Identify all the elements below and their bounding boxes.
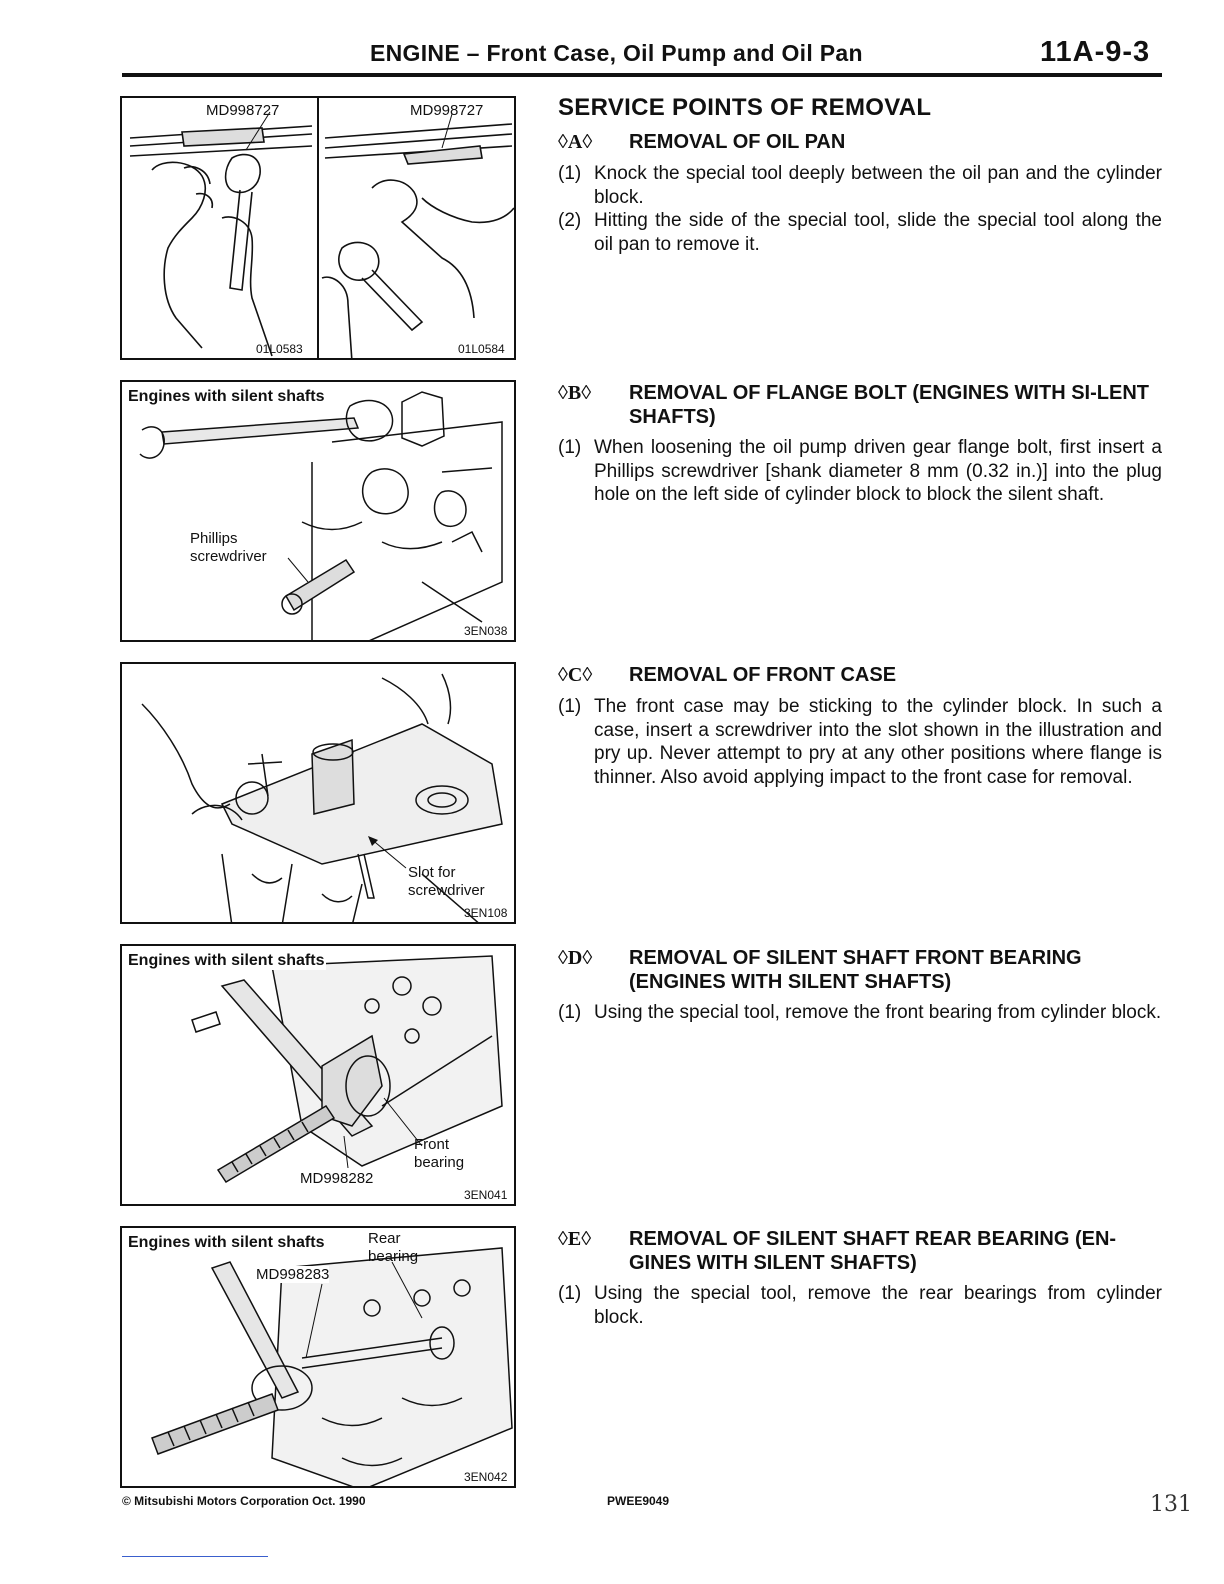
service-point-e-heading xyxy=(558,1227,1162,1274)
footer-doc-code: PWEE9049 xyxy=(607,1494,670,1508)
bearing-label: bearing xyxy=(414,1154,465,1171)
step-e1 xyxy=(558,1282,1162,1329)
front-label: Front xyxy=(414,1136,450,1153)
figure-oil-pan-removal xyxy=(120,96,516,360)
handwritten-page-note: 131 xyxy=(1150,1492,1192,1517)
service-point-e-title: REMOVAL OF SILENT SHAFT REAR BEARING (EN-GINES WITH SILENT SHAFTS) xyxy=(629,1228,1117,1274)
figure-front-case xyxy=(120,662,516,924)
figure-code-right: 01L0584 xyxy=(458,342,505,356)
bottom-rule xyxy=(122,1556,268,1557)
service-point-c-heading xyxy=(558,663,1162,687)
step-a2 xyxy=(558,209,1162,256)
step-text: Using the special tool, remove the front bearing from cylinder block. xyxy=(594,1002,1162,1023)
page-number: 11A-9-3 xyxy=(1040,36,1151,68)
step-b1 xyxy=(558,436,1162,507)
service-point-d-title: REMOVAL OF SILENT SHAFT FRONT BEARING (ENGINES WITH SILENT SHAFTS) xyxy=(629,947,1082,993)
service-point-b-heading xyxy=(558,381,1162,428)
oil-pan-illustration xyxy=(122,98,516,360)
step-text: Using the special tool, remove the rear bearings from cylinder block. xyxy=(594,1283,1162,1328)
step-a1 xyxy=(558,162,1162,209)
tool-label-right: MD998727 xyxy=(410,102,484,119)
service-point-c-mark: ◊C◊ xyxy=(558,664,593,686)
service-point-c-title: REMOVAL OF FRONT CASE xyxy=(629,664,897,686)
service-point-b-title: REMOVAL OF FLANGE BOLT (ENGINES WITH SI-LENT SHAFTS) xyxy=(629,382,1149,428)
figure-code: 3EN041 xyxy=(464,1188,508,1202)
step-text: Hitting the side of the special tool, slide the special tool along the oil pan to remove it. xyxy=(594,210,1162,255)
tool-label: MD998283 xyxy=(256,1266,330,1283)
service-point-e-mark: ◊E◊ xyxy=(558,1228,592,1250)
footer-copyright: © Mitsubishi Motors Corporation Oct. 1990 xyxy=(122,1494,366,1508)
rear-bearing-label: bearing xyxy=(368,1248,419,1265)
step-c1 xyxy=(558,695,1162,789)
step-number: (1) xyxy=(558,163,582,184)
figure-code: 3EN038 xyxy=(464,624,508,638)
figure-front-bearing xyxy=(120,944,516,1206)
phillips-label: Phillips xyxy=(190,530,238,547)
tool-label: MD998282 xyxy=(300,1170,374,1187)
tool-label-left: MD998727 xyxy=(206,102,280,119)
figure-caption: Engines with silent shafts xyxy=(128,1234,325,1251)
step-number: (1) xyxy=(558,696,582,717)
step-number: (1) xyxy=(558,1002,582,1023)
rear-label: Rear xyxy=(368,1230,401,1247)
figure-code: 3EN108 xyxy=(464,906,508,920)
service-point-a-heading xyxy=(558,130,1162,154)
step-number: (1) xyxy=(558,437,582,458)
service-point-d-mark: ◊D◊ xyxy=(558,947,593,969)
step-number: (1) xyxy=(558,1283,582,1304)
step-number: (2) xyxy=(558,210,582,231)
service-point-a-mark: ◊A◊ xyxy=(558,131,593,153)
service-point-d-heading xyxy=(558,946,1162,993)
figure-caption: Engines with silent shafts xyxy=(128,388,325,405)
figure-code: 3EN042 xyxy=(464,1470,508,1484)
slot-screwdriver-label: screwdriver xyxy=(408,882,485,899)
step-d1 xyxy=(558,1001,1162,1025)
step-text: When loosening the oil pump driven gear flange bolt, first insert a Phillips screwdriver [shank diameter 8 mm (0.32 in.)] into the plug hole on the left side of cylinder block to block the silent shaft. xyxy=(594,437,1162,506)
header-divider xyxy=(122,73,1162,77)
flange-bolt-illustration xyxy=(122,382,516,642)
figure-caption: Engines with silent shafts xyxy=(128,952,325,969)
service-point-b-mark: ◊B◊ xyxy=(558,382,592,404)
figure-code-left: 01L0583 xyxy=(256,342,303,356)
slot-label: Slot for xyxy=(408,864,456,881)
section-title: SERVICE POINTS OF REMOVAL xyxy=(558,94,932,121)
figure-rear-bearing xyxy=(120,1226,516,1488)
step-text: The front case may be sticking to the cylinder block. In such a case, insert a screwdriver into the slot shown in the illustration and pry up. Never attempt to pry at any other positions where flange is thinner. Also avoid applying impact to the front case for removal. xyxy=(594,696,1162,788)
screwdriver-label: screwdriver xyxy=(190,548,267,565)
figure-flange-bolt xyxy=(120,380,516,642)
page-header-title: ENGINE – Front Case, Oil Pump and Oil Pan xyxy=(370,40,863,66)
service-point-a-title: REMOVAL OF OIL PAN xyxy=(629,131,846,153)
step-text: Knock the special tool deeply between the oil pan and the cylinder block. xyxy=(594,163,1162,208)
